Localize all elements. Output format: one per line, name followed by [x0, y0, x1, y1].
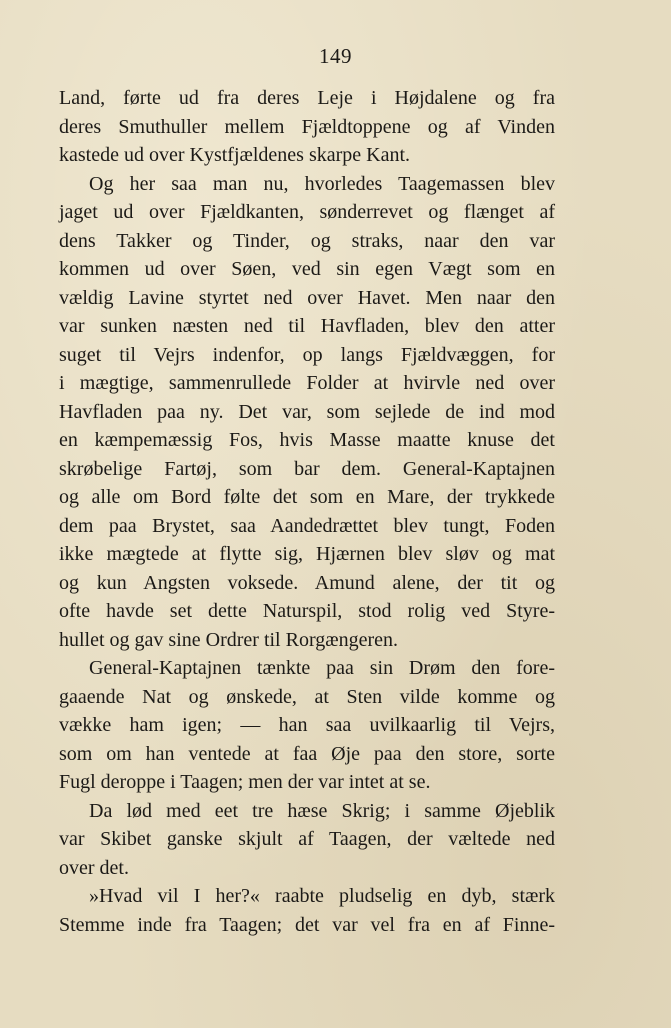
text-line: Fugl deroppe i Taagen; men der var intet at se. [59, 771, 431, 793]
page-number: 149 [319, 44, 352, 68]
text-line: kastede ud over Kystfjældenes skarpe Kant. [59, 144, 411, 166]
text-line: var Skibet ganske skjult af Taagen, der væltede ned [59, 828, 555, 850]
text-line: som om han ventede at faa Øje paa den store, sorte [59, 742, 555, 765]
text-line: Da lød med eet tre hæse Skrig; i samme Øjeblik [89, 799, 555, 822]
text-line: vældig Lavine styrtet ned over Havet. Men naar den [59, 286, 555, 309]
text-line: »Hvad vil I her?« raabte pludselig en dyb, stærk [89, 885, 555, 907]
text-line: var sunken næsten ned til Havfladen, blev den atter [59, 315, 555, 337]
body-text [59, 84, 555, 939]
text-line: dem paa Brystet, saa Aandedrættet blev tungt, Foden [59, 514, 555, 537]
text-line: jaget ud over Fjældkanten, sønderrevet og flænget af [59, 201, 555, 223]
text-line: ikke mægtede at flytte sig, Hjærnen blev sløv og mat [59, 543, 555, 565]
text-line: General-Kaptajnen tænkte paa sin Drøm den fore- [89, 657, 555, 679]
text-line: og kun Angsten voksede. Amund alene, der tit og [59, 571, 555, 594]
text-line: skrøbelige Fartøj, som bar dem. General-Kaptajnen [59, 457, 555, 480]
text-line: vække ham igen; — han saa uvilkaarlig til Vejrs, [59, 714, 555, 736]
text-line: gaaende Nat og ønskede, at Sten vilde komme og [59, 685, 555, 708]
text-line: deres Smuthuller mellem Fjældtoppene og af Vinden [59, 115, 555, 138]
text-line: Land, førte ud fra deres Leje i Højdalene og fra [59, 87, 555, 109]
text-line: dens Takker og Tinder, og straks, naar den var [59, 229, 555, 252]
text-line: og alle om Bord følte det som en Mare, der trykkede [59, 486, 555, 508]
text-line: over det. [59, 856, 129, 879]
text-line: ofte havde set dette Naturspil, stod rolig ved Styre- [59, 600, 555, 622]
text-line: en kæmpemæssig Fos, hvis Masse maatte knuse det [59, 429, 555, 451]
text-line: Og her saa man nu, hvorledes Taagemassen blev [89, 172, 555, 195]
text-line: Havfladen paa ny. Det var, som sejlede de ind mod [59, 400, 555, 423]
text-line: suget til Vejrs indenfor, op langs Fjældvæggen, for [59, 343, 555, 366]
text-line: Stemme inde fra Taagen; det var vel fra en af Finne- [59, 913, 555, 936]
text-line: hullet og gav sine Ordrer til Rorgængeren. [59, 628, 399, 651]
text-line: i mægtige, sammenrullede Folder at hvirvle ned over [59, 372, 555, 394]
text-line: kommen ud over Søen, ved sin egen Vægt som en [59, 258, 555, 280]
